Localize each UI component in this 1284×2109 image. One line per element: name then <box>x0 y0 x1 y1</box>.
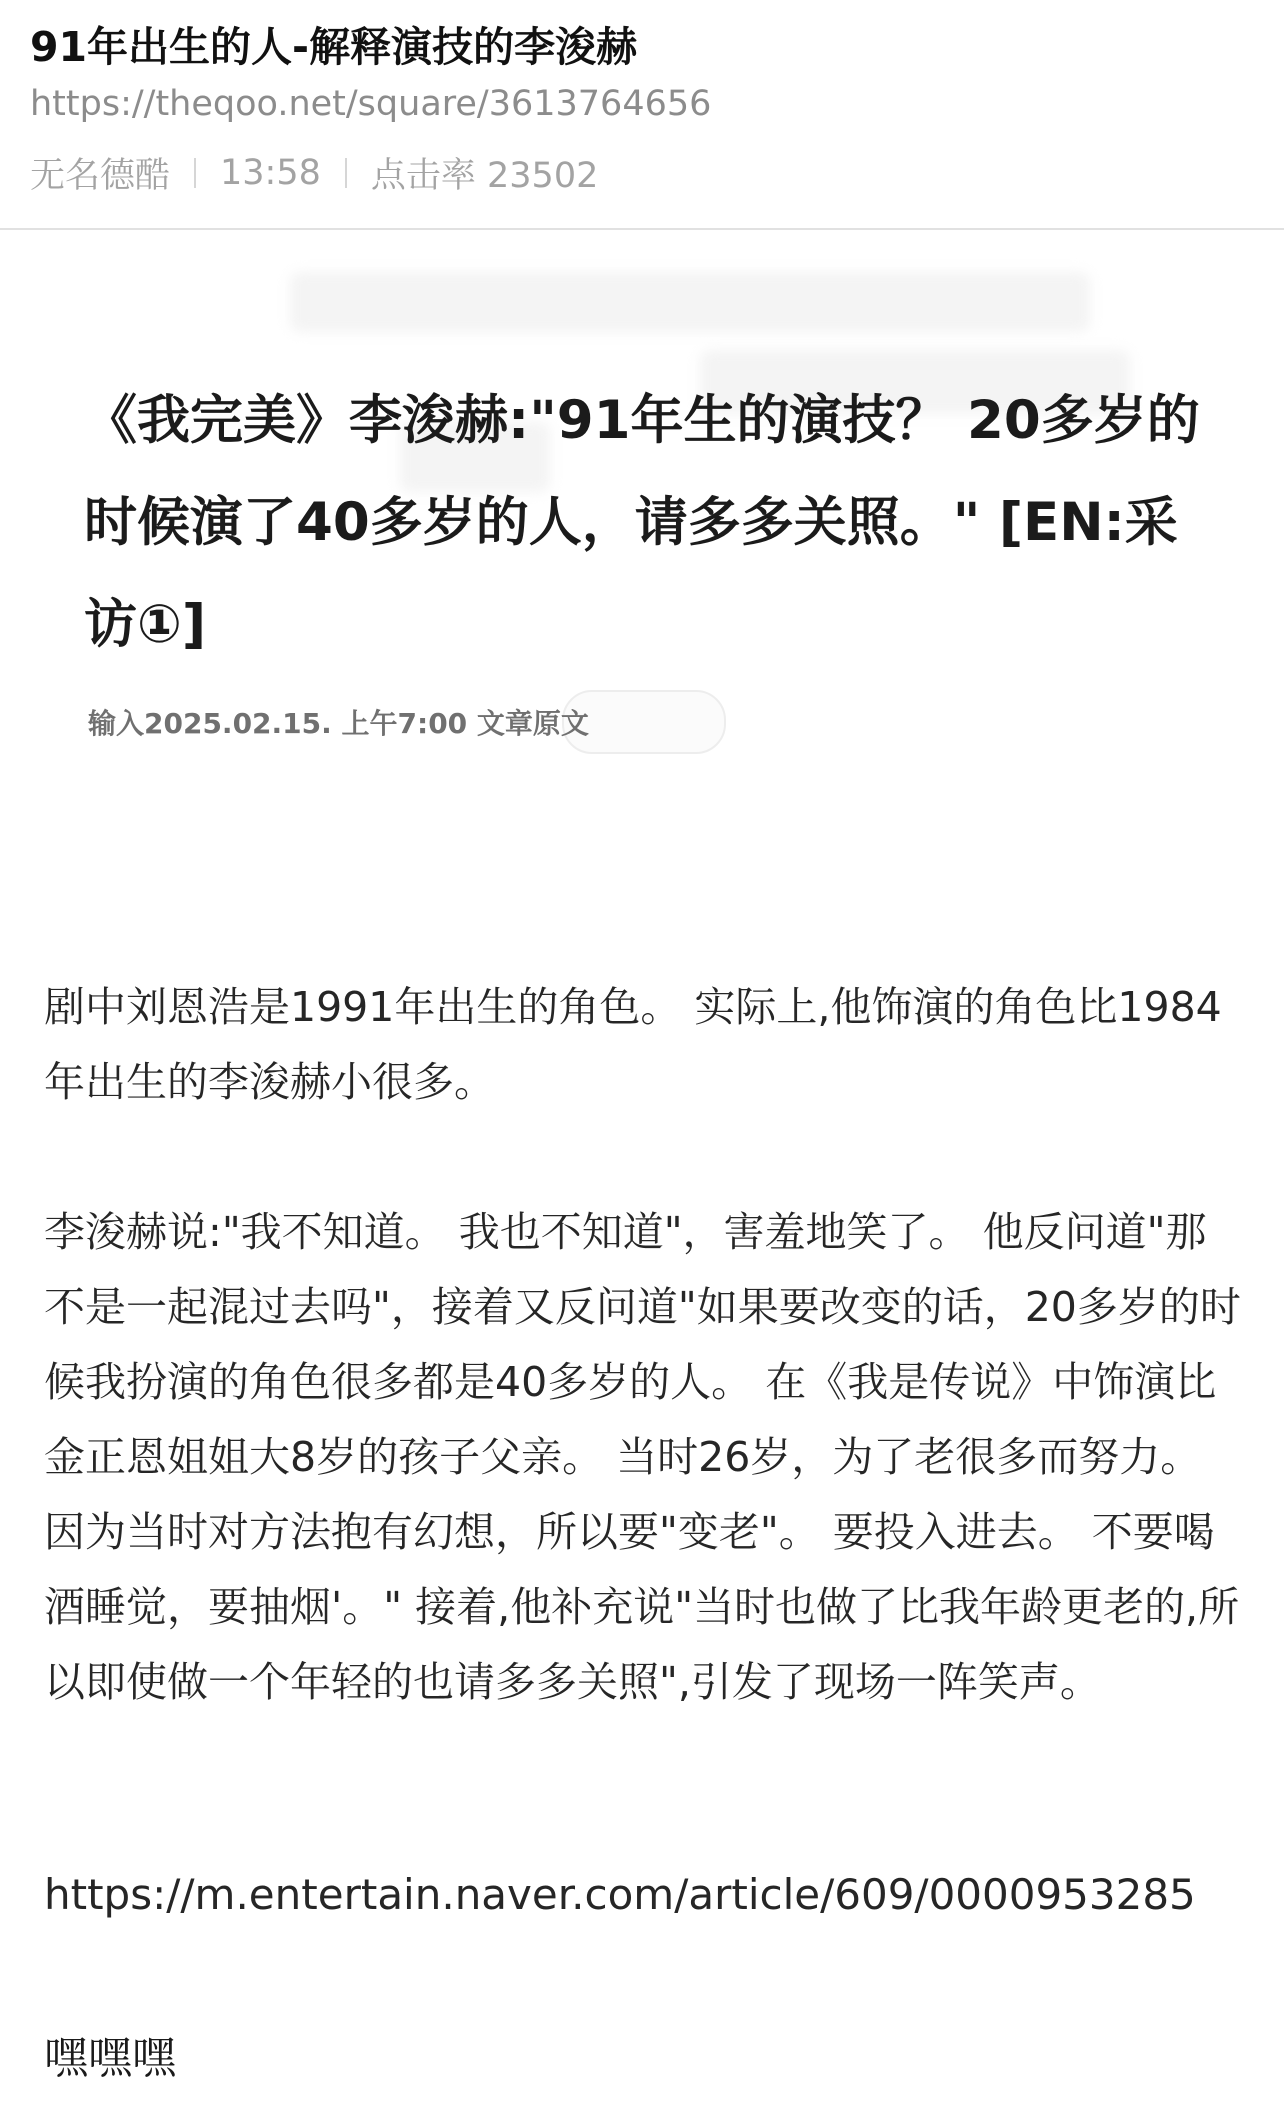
post-author[interactable]: 无名德酷 <box>30 156 171 196</box>
blurred-area <box>290 272 1090 332</box>
post-header <box>0 0 1284 230</box>
post-title: 91年出生的人-解释演技的李浚赫 <box>30 23 638 71</box>
body-paragraph: 李浚赫说:"我不知道。 我也不知道"，害羞地笑了。 他反问道"那不是一起混过去吗"，接着又反问道"如果要改变的话，20多岁的时候我扮演的角色很多都是40多岁的人。 在《我是传说》中饰演比金正恩姐姐大8岁的孩子父亲。 当时26岁，为了老很多而努力。 因为当时对方法抱有幻想，所以要"变老"。 要投入进去。 不要喝酒睡觉，要抽烟'。" 接着,他补充说"当时也做了比我年龄更老的,所以即使做一个年轻的也请多多关照",引发了现场一阵笑声。 <box>44 1208 1241 1706</box>
closing-text: 嘿嘿嘿 <box>44 2033 176 2084</box>
body-paragraph: 剧中刘恩浩是1991年出生的角色。 实际上,他饰演的角色比1984年出生的李浚赫小很多。 <box>44 983 1222 1106</box>
post-time: 13:58 <box>220 153 321 193</box>
article-byline: 输入2025.02.15. 上午7:00 文章原文 <box>88 707 589 740</box>
post-views: 点击率 23502 <box>370 156 599 196</box>
article-screenshot <box>0 232 1284 792</box>
source-link[interactable]: https://m.entertain.naver.com/article/609/0000953285 <box>44 1870 1196 1919</box>
meta-divider <box>345 158 347 188</box>
post-meta <box>30 148 598 198</box>
article-headline: 《我完美》李浚赫:"91年生的演技？ 20多岁的时候演了40多岁的人，请多多关照。" [EN:采访①] <box>84 390 1200 655</box>
meta-divider <box>194 158 196 188</box>
post-url[interactable]: https://theqoo.net/square/3613764656 <box>30 84 712 124</box>
